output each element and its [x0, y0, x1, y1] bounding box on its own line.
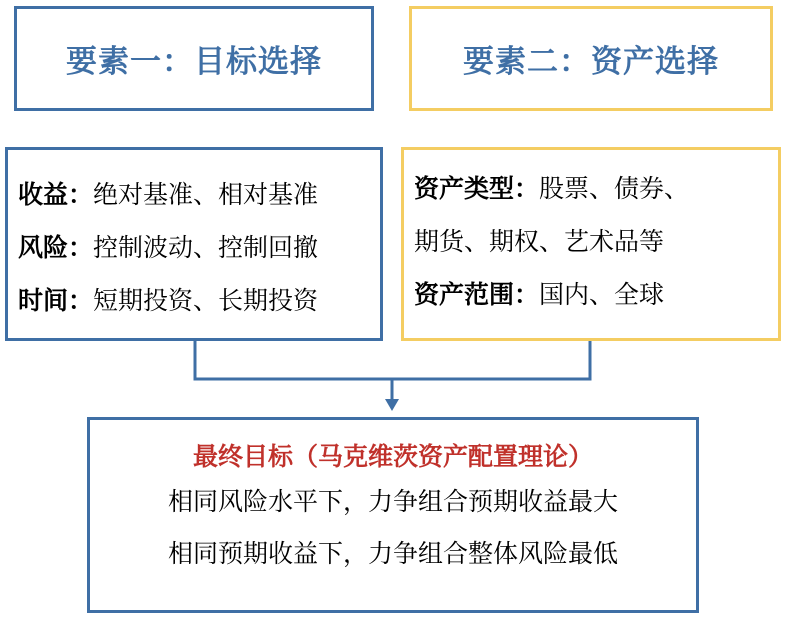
final-goal-box [87, 417, 699, 613]
risk-label: 风险： [18, 233, 94, 262]
final-goal-title: 最终目标（马克维茨资产配置理论） [192, 442, 593, 471]
asset-type-value-continued: 期货、期权、艺术品等 [414, 227, 665, 256]
asset-type-label: 资产类型： [414, 174, 540, 203]
asset-scope-value: 国内、全球 [539, 280, 665, 309]
final-goal-line-1: 相同风险水平下，力争组合预期收益最大 [167, 487, 618, 516]
return-label: 收益： [18, 180, 94, 209]
connector-line [195, 341, 590, 379]
arrow-down-icon [385, 399, 399, 411]
asset-scope-label: 资产范围： [414, 280, 540, 309]
asset-type-value: 股票、债券、 [539, 174, 690, 203]
element1-title: 要素一：目标选择 [66, 44, 322, 80]
return-value: 绝对基准、相对基准 [93, 180, 319, 209]
time-label: 时间： [18, 286, 94, 315]
final-goal-line-2: 相同预期收益下，力争组合整体风险最低 [167, 539, 618, 568]
time-value: 短期投资、长期投资 [93, 286, 319, 315]
element2-title: 要素二：资产选择 [463, 44, 719, 80]
risk-value: 控制波动、控制回撤 [93, 233, 319, 262]
